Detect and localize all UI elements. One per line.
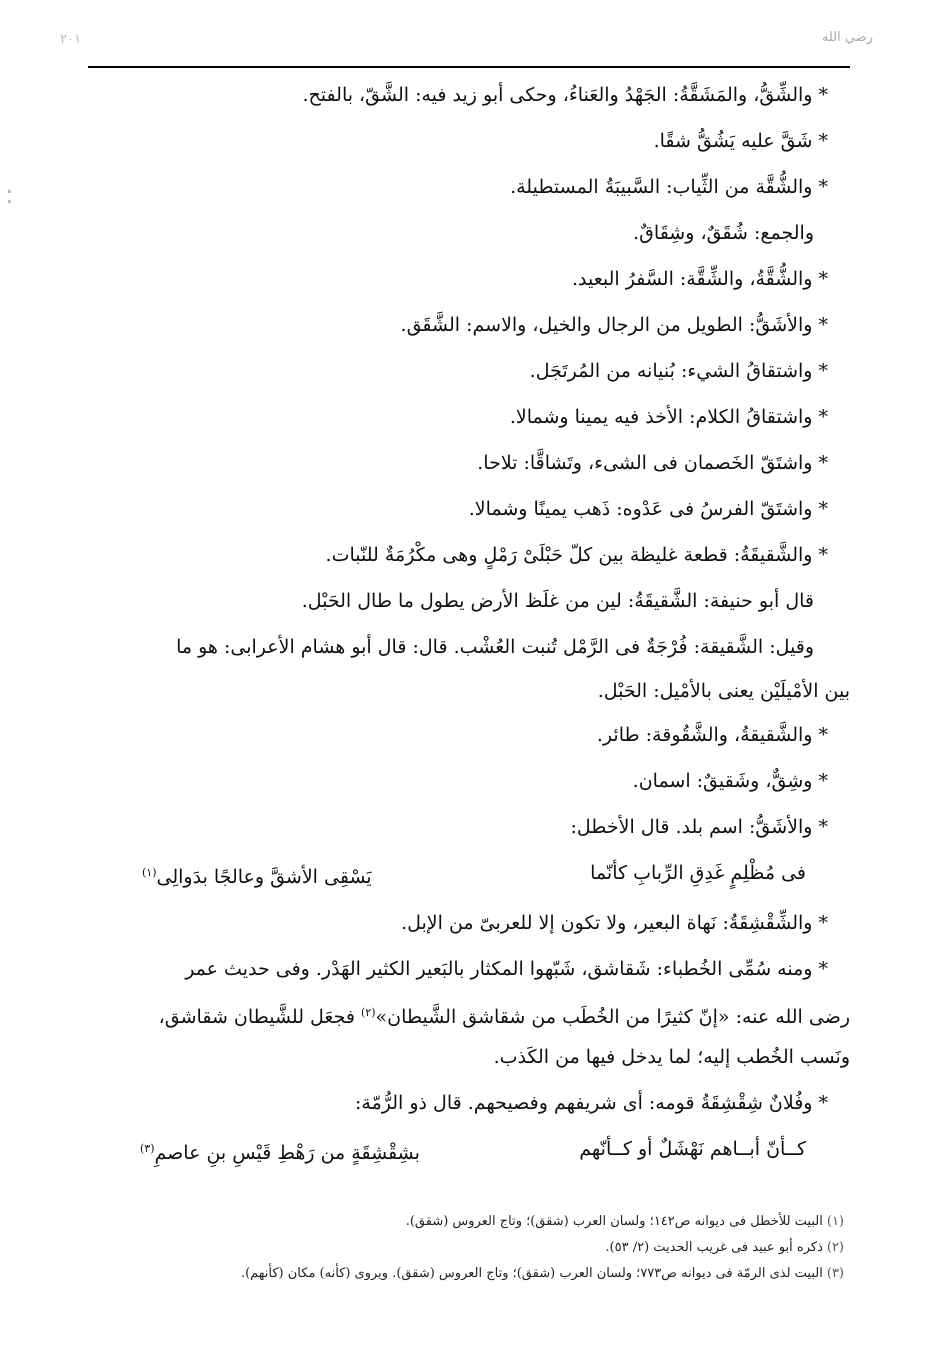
footnote: (٢)ذكره أبو عبيد فى غريب الحديث (٢/ ٥٣).	[605, 1240, 844, 1255]
verse-hemistich-1: كــأنّ أبــاهم نَهْشَلٌ أو كــأنّهم	[579, 1138, 806, 1160]
footnote-ref: (٣)	[140, 1142, 155, 1155]
text-line: * والأشَقُّ: الطويل من الرجال والخيل، والاسم: الشَّقَق.	[400, 314, 828, 336]
text-line: بين الأمْيلَيْن يعنى بالأمْيل: الحَبْل.	[597, 680, 850, 702]
text-line: ونَسب الخُطب إليه؛ لما يدخل فيها من الكَذب.	[493, 1046, 850, 1068]
verse-line	[92, 1136, 850, 1176]
margin-mark: ﹾ ﹾ	[8, 191, 11, 212]
text-line: * وشِقٌّ، وشَقيقٌ: اسمان.	[632, 770, 828, 792]
text-line: قال أبو حنيفة: الشَّقيقَةُ: لين من غلَظ الأرض يطول ما طال الحَبْل.	[301, 590, 814, 612]
verse-hemistich-1: فى مُظْلِمٍ غَدِقِ الرِّبابِ كأنّما	[590, 862, 806, 884]
footnote: (١)البيت للأخطل فى ديوانه ص١٤٢؛ ولسان العرب (شقق)؛ وتاج العروس (شقق).	[405, 1214, 844, 1229]
text-line: * ومنه سُمِّى الخُطباء: شَقاشق، شَبّهوا المكثار بالبَعير الكثير الهَدْر. وفى حديث عمر	[185, 958, 828, 980]
text-line: * واشتقاقُ الشيء: بُنيانه من المُرتَجَل.	[529, 360, 828, 382]
text-line: * والشُّقَّة من الثِّياب: السَّبيبَةُ المستطيلة.	[510, 176, 828, 198]
text-line: * والأشَقُّ: اسم بلد. قال الأخطل:	[570, 816, 828, 838]
text-line: * وفُلانٌ شِقْشِقَةُ قومه: أى شريفهم وفصيحهم. قال ذو الرُّمّة:	[354, 1092, 828, 1114]
text-line: والجمع: شُقَقٌ، وشِقَاقٌ.	[633, 222, 814, 244]
verse-line	[92, 860, 850, 910]
header-rule	[88, 66, 850, 68]
text-line: * والشُّقَّةُ، والشِّقَّة: السَّفرُ البعيد.	[572, 268, 828, 290]
footnote-ref: (١)	[142, 866, 157, 879]
footnote-ref: (٢)	[361, 1006, 376, 1019]
footnotes	[92, 1213, 844, 1291]
text-line: * والشِّقُّ، والمَشَقَّةُ: الجَهْدُ والعَناءُ، وحكى أبو زيد فيه: الشَّقّ، بالفتح.	[302, 84, 828, 106]
text-line: * والشِّقْشِقَةُ: نَهاة البعير، ولا تكون إلا للعربىّ من الإبل.	[401, 912, 828, 934]
page-header	[60, 30, 873, 52]
running-head: رضي الله	[821, 30, 873, 45]
footnote: (٣)البيت لذى الرمّة فى ديوانه ص٧٧٣؛ ولسان العرب (شقق)؛ وتاج العروس (شقق). ويروى (كأنه) مكان (كأنهم).	[240, 1266, 844, 1281]
text-line: * شَقَّ عليه يَشُقُّ شقًا.	[653, 130, 828, 152]
verse	[92, 1136, 850, 1176]
verse-hemistich-2: بشِقْشِقَةٍ من رَهْطِ قَيْسِ بنِ عاصمِ$^{(٣)}$	[140, 1142, 420, 1164]
text-line: * واشتقاقُ الكلام: الأخذ فيه يمينا وشمالا.	[509, 406, 828, 428]
page-number: ٢٠١	[60, 32, 81, 47]
text-line: * والشَّقيقةُ، والشَّقُوقة: طائر.	[596, 724, 828, 746]
text-line: * واشتَقّ الفرسُ فى عَدْوه: ذَهب يمينًا وشمالا.	[468, 498, 828, 520]
verse-hemistich-2: يَسْقِى الأشقَّ وعالجًا بدَوالِى$^{(١)}$	[142, 866, 372, 888]
main-text	[92, 82, 850, 1176]
text-line: رضى الله عنه: «إنّ كثيرًا من الخُطَب من شقاشق الشَّيطان»$^{(٢)}$ فجعَل للشَّيطان شقاشق،	[158, 1006, 850, 1028]
text-line: * واشتَقّ الخَصمان فى الشىء، وتَشاقَّا: تلاحا.	[477, 452, 828, 474]
verse	[92, 860, 850, 900]
text-line: * والشَّقيقَةُ: قطعة غليظة بين كلّ حَبْلَىْ رَمْلٍ وهى مكْرُمَةٌ للنّبات.	[325, 544, 828, 566]
text-line: وقيل: الشَّقيقة: فُرْجَةٌ فى الرَّمْل تُنبت العُشْب. قال: قال أبو هشام الأعرابى: هو ما	[176, 636, 814, 658]
